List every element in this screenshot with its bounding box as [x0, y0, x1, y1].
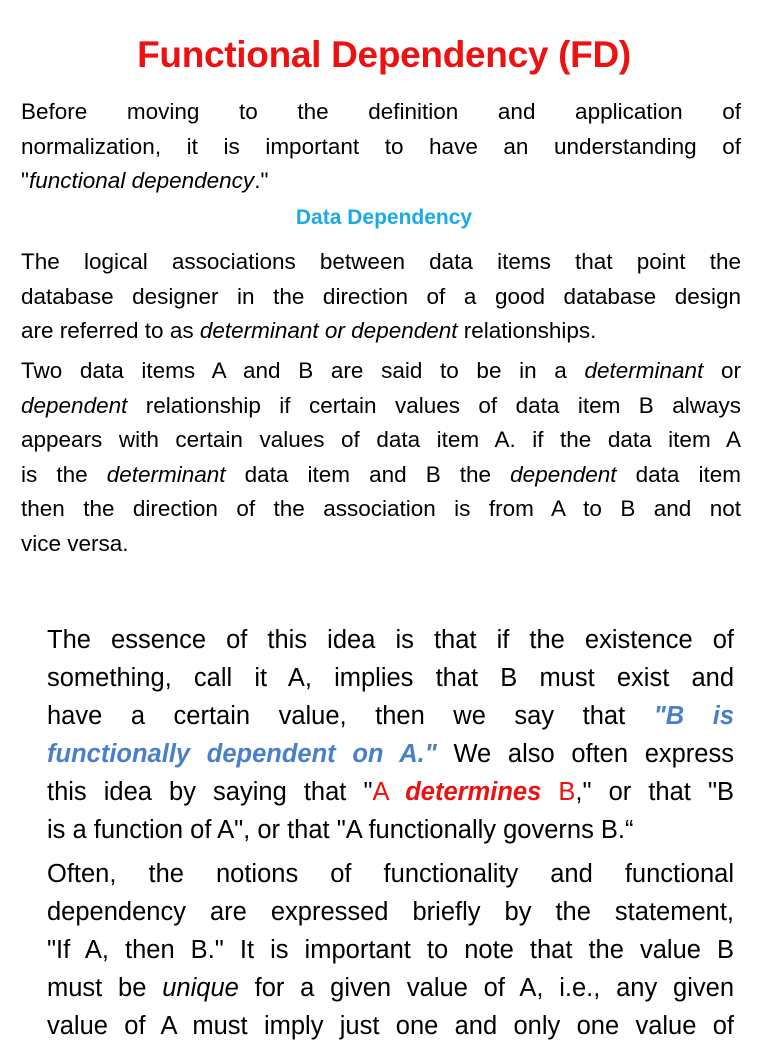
text-line: Often, the notions of functionality and functional	[47, 860, 734, 888]
intro-paragraph	[21, 95, 741, 199]
text-line: have a certain value, then we say that "B is	[47, 702, 734, 730]
text-line: vice versa.	[21, 530, 129, 556]
highlighted-phrase: "B is	[653, 702, 734, 730]
text-line: are referred to as determinant or dependent relationships.	[21, 318, 597, 343]
text-line: The essence of this idea is that if the existence of	[47, 626, 734, 654]
text-line: functionally dependent on A." We also often express	[47, 740, 734, 768]
text-line: database designer in the direction of a good database design	[21, 283, 741, 309]
text-line: "functional dependency."	[21, 168, 269, 193]
text-line: Before moving to the definition and application of	[21, 99, 741, 124]
text-line: The logical associations between data items that point the	[21, 249, 741, 274]
text-line: then the direction of the association is from A to B and not	[21, 496, 741, 521]
determinant-dependent-paragraph	[21, 354, 741, 561]
text-line: normalization, it is important to have an understanding of	[21, 133, 741, 159]
text-line: dependent relationship if certain values of data item B always	[21, 392, 741, 418]
text-line: appears with certain values of data item A. if the data item A	[21, 427, 741, 452]
section-subheading: Data Dependency	[295, 206, 473, 229]
often-notions-paragraph	[47, 855, 734, 1045]
text-line: something, call it A, implies that B must exist and	[47, 664, 734, 692]
text-line: dependency are expressed briefly by the statement,	[47, 898, 734, 926]
logical-associations-paragraph	[21, 245, 741, 349]
essence-paragraph	[47, 621, 734, 849]
text-line: value of A must imply just one and only one value of	[47, 1012, 734, 1040]
text-line: this idea by saying that "A determines B," or that "B	[47, 778, 734, 806]
text-line: is the determinant data item and B the dependent data item	[21, 461, 741, 487]
text-line: Two data items A and B are said to be in a determinant or	[21, 358, 742, 383]
text-line: must be unique for a given value of A, i.e., any given	[47, 974, 734, 1002]
text-line: "If A, then B." It is important to note that the value B	[47, 936, 734, 964]
text-line: is a function of A", or that "A functionally governs B.“	[47, 816, 634, 844]
highlighted-phrase: functionally dependent on A."	[47, 740, 437, 768]
emphasis-determines: determines	[405, 778, 542, 806]
page-title: Functional Dependency (FD)	[137, 34, 631, 75]
